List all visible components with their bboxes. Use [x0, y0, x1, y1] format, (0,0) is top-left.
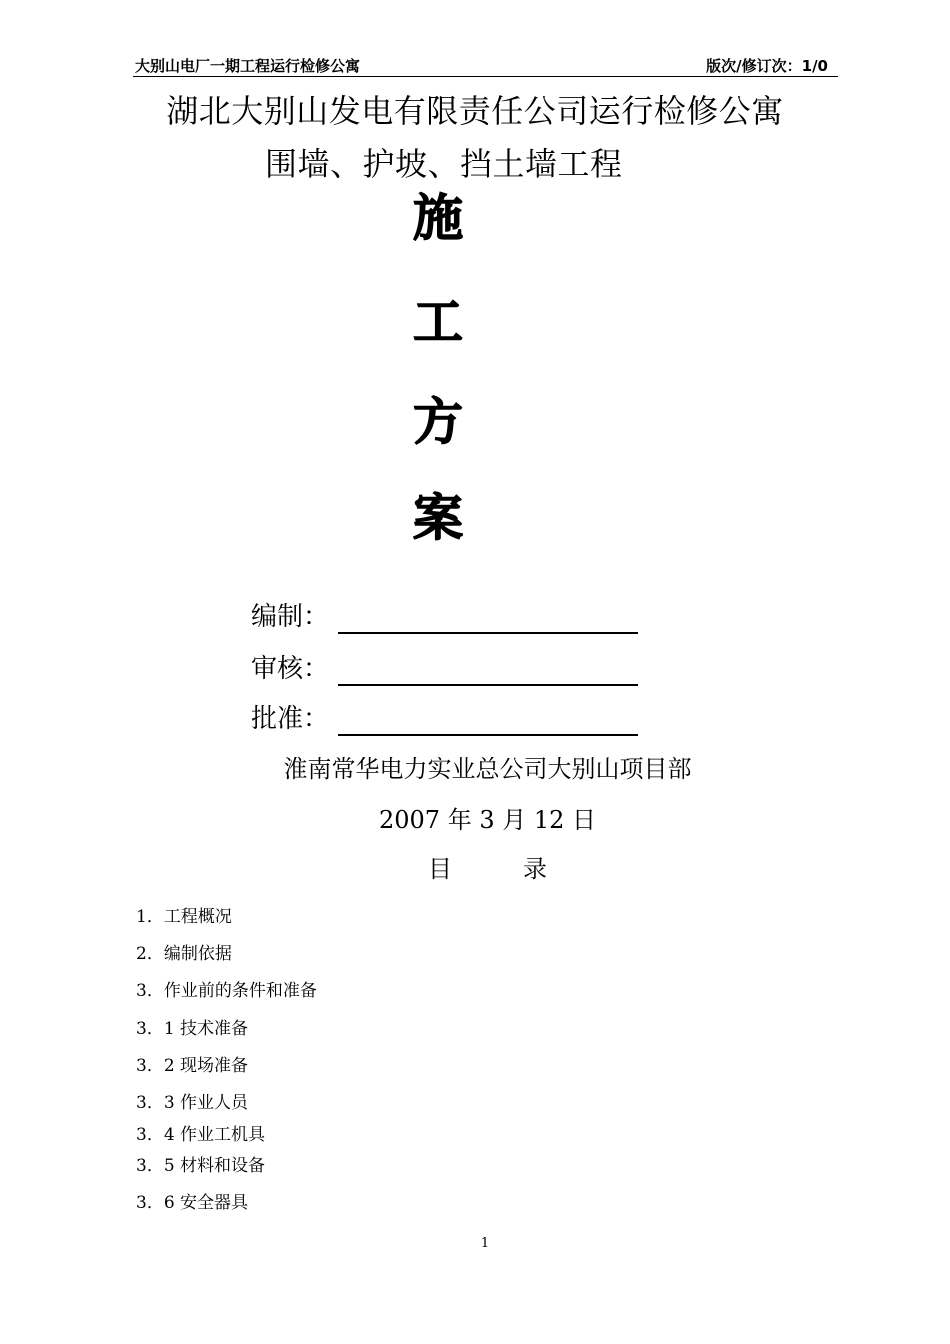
toc-item: 3．3 作业人员 — [136, 1093, 249, 1113]
toc-title-left: 目 — [428, 855, 452, 883]
toc-item: 3．2 现场准备 — [136, 1056, 249, 1076]
toc-item: 3．1 技术准备 — [136, 1019, 249, 1039]
big-title-char-3: 方 — [413, 392, 463, 451]
toc-item: 1．工程概况 — [136, 907, 232, 927]
toc-item: 3．6 安全器具 — [136, 1193, 249, 1213]
review-signature-line — [338, 684, 638, 686]
toc-item: 3．作业前的条件和准备 — [136, 981, 317, 1001]
toc-item: 3．5 材料和设备 — [136, 1156, 266, 1176]
review-label: 审核： — [251, 654, 330, 684]
toc-item: 3．4 作业工机具 — [136, 1125, 266, 1145]
page-header — [133, 54, 838, 77]
company-name: 淮南常华电力实业总公司大别山项目部 — [283, 755, 692, 783]
approve-signature-line — [338, 734, 638, 736]
compile-label: 编制： — [251, 602, 330, 632]
compile-signature-line — [338, 632, 638, 634]
document-title-line1: 湖北大别山发电有限责任公司运行检修公寓 — [166, 92, 784, 130]
header-left-text: 大别山电厂一期工程运行检修公寓 — [135, 57, 361, 75]
approve-label: 批准： — [251, 704, 330, 734]
toc-title-right: 录 — [523, 855, 547, 883]
big-title-char-1: 施 — [413, 188, 463, 247]
document-title-line2: 围墙、护坡、挡土墙工程 — [265, 145, 623, 183]
big-title-char-2: 工 — [413, 292, 463, 351]
toc-item: 2．编制依据 — [136, 944, 232, 964]
big-title-char-4: 案 — [413, 488, 463, 547]
header-version: 版次/修订次：1/0 — [706, 57, 828, 75]
document-date: 2007 年 3 月 12 日 — [378, 806, 597, 834]
page-number: 1 — [480, 1236, 490, 1251]
